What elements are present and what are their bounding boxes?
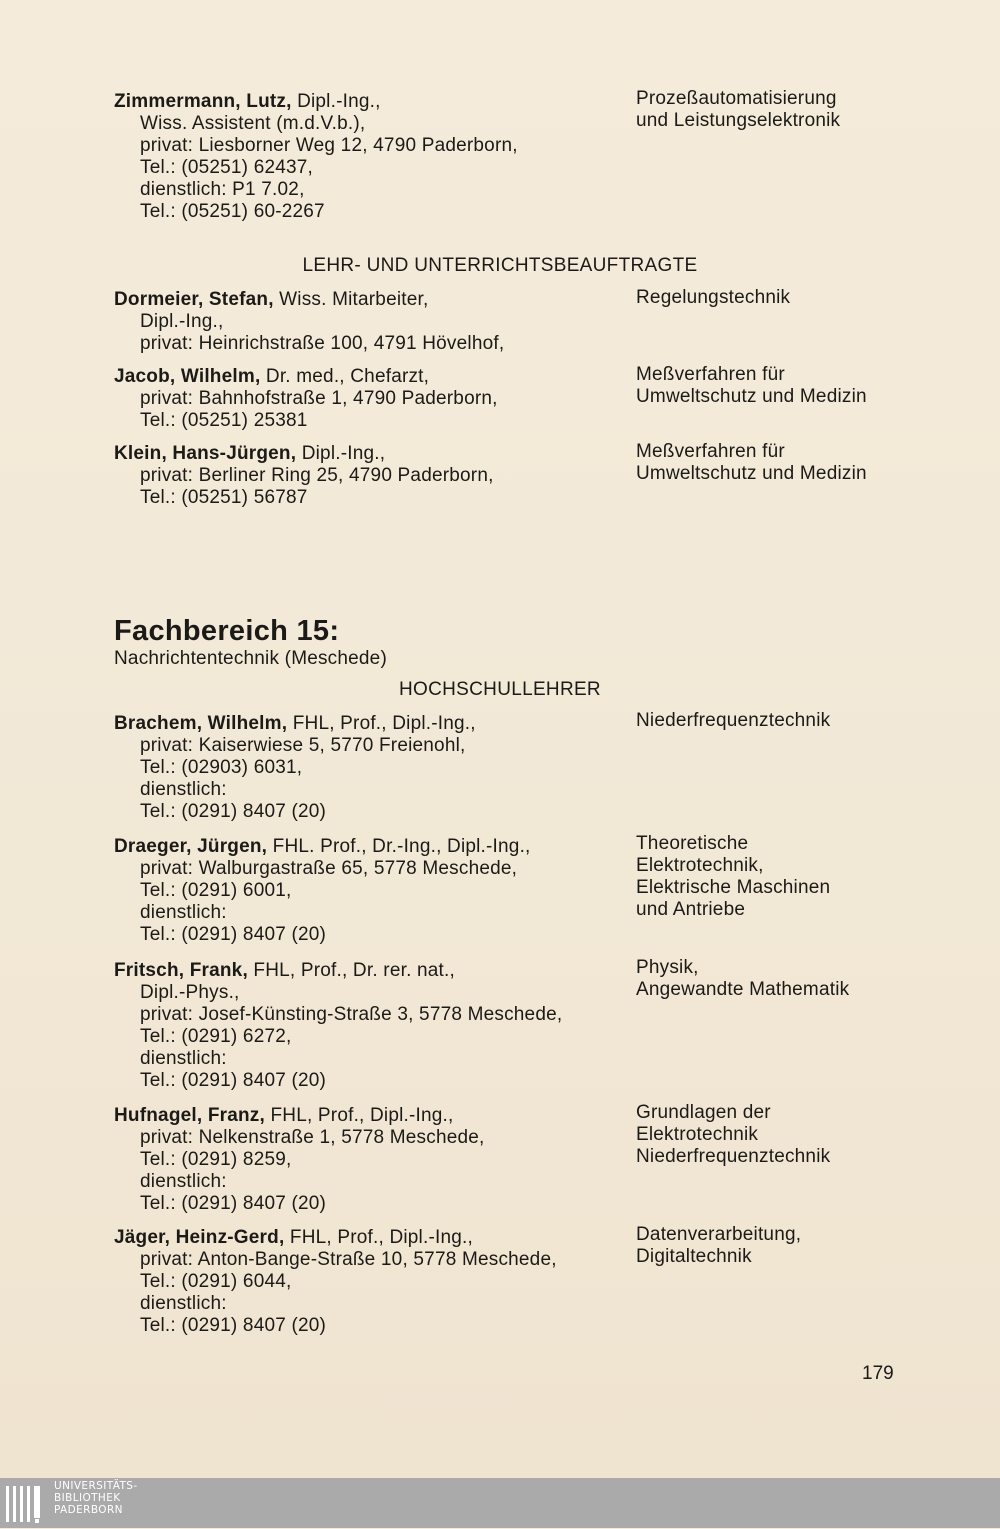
subject-area — [636, 364, 926, 408]
subject-line: Elektrotechnik, — [636, 855, 764, 876]
subject-line: Angewandte Mathematik — [636, 979, 850, 1000]
entry-line: dienstlich: — [140, 779, 227, 800]
subject-line: Physik, — [636, 957, 699, 978]
footer-bar — [0, 1478, 1000, 1528]
entry-line: Tel.: (0291) 8259, — [140, 1149, 292, 1170]
fachbereich-title: Fachbereich 15: — [114, 615, 340, 647]
person-title: FHL. Prof., Dr.-Ing., Dipl.-Ing., — [267, 836, 531, 857]
section-heading-hochschullehrer: HOCHSCHULLEHRER — [399, 679, 601, 700]
subject-area — [636, 441, 926, 485]
entry-line: privat: Liesborner Weg 12, 4790 Paderborn, — [140, 135, 518, 156]
subject-line: Meßverfahren für — [636, 364, 785, 385]
subject-area — [636, 1102, 926, 1168]
person-name: Zimmermann, Lutz, — [114, 91, 292, 112]
entry-line: dienstlich: P1 7.02, — [140, 179, 305, 200]
subject-line: Regelungstechnik — [636, 287, 791, 308]
entry-line: Tel.: (0291) 6044, — [140, 1271, 292, 1292]
entry-line: Tel.: (05251) 62437, — [140, 157, 314, 178]
entry-line: dienstlich: — [140, 1293, 227, 1314]
library-name-line: BIBLIOTHEK — [54, 1492, 121, 1504]
entry-line: Tel.: (0291) 8407 (20) — [140, 1070, 327, 1091]
person-title: Wiss. Mitarbeiter, — [273, 289, 429, 310]
person-title: FHL, Prof., Dipl.-Ing., — [284, 1227, 473, 1248]
entry-heading-line — [114, 366, 614, 388]
entry-line: privat: Bahnhofstraße 1, 4790 Paderborn, — [140, 388, 498, 409]
library-name-line: UNIVERSITÄTS- — [54, 1480, 138, 1492]
subject-area — [636, 833, 926, 921]
person-name: Dormeier, Stefan, — [114, 289, 274, 310]
entry-heading-line — [114, 1105, 614, 1127]
entry-heading-line — [114, 91, 614, 113]
entry-line: Dipl.-Ing., — [140, 311, 224, 332]
person-title: Dipl.-Ing., — [291, 91, 381, 112]
person-title: FHL, Prof., Dr. rer. nat., — [247, 960, 455, 981]
subject-line: Grundlagen der — [636, 1102, 771, 1123]
entry-line: privat: Anton-Bange-Straße 10, 5778 Meschede, — [140, 1249, 557, 1270]
subject-line: Umweltschutz und Medizin — [636, 386, 867, 407]
person-title: Dr. med., Chefarzt, — [260, 366, 430, 387]
library-logo-icon — [4, 1484, 48, 1524]
subject-area — [636, 1224, 926, 1268]
subject-area — [636, 88, 926, 132]
subject-line: Meßverfahren für — [636, 441, 785, 462]
person-name: Jacob, Wilhelm, — [114, 366, 261, 387]
subject-line: Datenverarbeitung, — [636, 1224, 802, 1245]
library-name — [54, 1480, 138, 1516]
subject-line: Niederfrequenztechnik — [636, 710, 831, 731]
entry-heading-line — [114, 836, 614, 858]
person-title: FHL, Prof., Dipl.-Ing., — [287, 713, 476, 734]
fachbereich-subtitle: Nachrichtentechnik (Meschede) — [114, 648, 387, 669]
subject-line: und Leistungselektronik — [636, 110, 841, 131]
subject-line: Niederfrequenztechnik — [636, 1146, 831, 1167]
subject-area — [636, 710, 926, 732]
entry-heading-line — [114, 443, 614, 465]
person-name: Hufnagel, Franz, — [114, 1105, 265, 1126]
entry-line: privat: Berliner Ring 25, 4790 Paderborn, — [140, 465, 494, 486]
entry-line: Tel.: (05251) 60-2267 — [140, 201, 325, 222]
person-name: Jäger, Heinz-Gerd, — [114, 1227, 285, 1248]
subject-line: Prozeßautomatisierung — [636, 88, 837, 109]
entry-line: dienstlich: — [140, 902, 227, 923]
library-name-line: PADERBORN — [54, 1504, 123, 1516]
entry-heading-line — [114, 960, 614, 982]
subject-line: Elektrische Maschinen — [636, 877, 831, 898]
entry-line: privat: Josef-Künsting-Straße 3, 5778 Meschede, — [140, 1004, 563, 1025]
page-number: 179 — [862, 1363, 894, 1384]
person-name: Klein, Hans-Jürgen, — [114, 443, 297, 464]
entry-line: Dipl.-Phys., — [140, 982, 240, 1003]
entry-line: privat: Heinrichstraße 100, 4791 Hövelhof, — [140, 333, 505, 354]
entry-line: privat: Nelkenstraße 1, 5778 Meschede, — [140, 1127, 485, 1148]
entry-line: Wiss. Assistent (m.d.V.b.), — [140, 113, 366, 134]
section-heading-lehrbeauftragte: LEHR- UND UNTERRICHTSBEAUFTRAGTE — [302, 255, 698, 276]
person-title: Dipl.-Ing., — [296, 443, 386, 464]
entry-line: Tel.: (05251) 56787 — [140, 487, 308, 508]
subject-line: Theoretische — [636, 833, 749, 854]
entry-line: Tel.: (05251) 25381 — [140, 410, 308, 431]
entry-line: privat: Kaiserwiese 5, 5770 Freienohl, — [140, 735, 466, 756]
entry-line: dienstlich: — [140, 1171, 227, 1192]
entry-line: Tel.: (0291) 8407 (20) — [140, 801, 327, 822]
person-name: Draeger, Jürgen, — [114, 836, 268, 857]
person-name: Fritsch, Frank, — [114, 960, 248, 981]
entry-line: Tel.: (0291) 8407 (20) — [140, 1315, 327, 1336]
entry-heading-line — [114, 289, 614, 311]
entry-line: Tel.: (0291) 6272, — [140, 1026, 292, 1047]
subject-line: und Antriebe — [636, 899, 746, 920]
entry-line: Tel.: (0291) 8407 (20) — [140, 1193, 327, 1214]
person-title: FHL, Prof., Dipl.-Ing., — [265, 1105, 454, 1126]
entry-line: privat: Walburgastraße 65, 5778 Meschede, — [140, 858, 518, 879]
subject-area — [636, 287, 926, 309]
subject-line: Digitaltechnik — [636, 1246, 752, 1267]
entry-line: dienstlich: — [140, 1048, 227, 1069]
subject-line: Elektrotechnik — [636, 1124, 759, 1145]
subject-area — [636, 957, 926, 1001]
entry-heading-line — [114, 713, 614, 735]
person-name: Brachem, Wilhelm, — [114, 713, 288, 734]
entry-heading-line — [114, 1227, 614, 1249]
entry-line: Tel.: (02903) 6031, — [140, 757, 303, 778]
subject-line: Umweltschutz und Medizin — [636, 463, 867, 484]
entry-line: Tel.: (0291) 6001, — [140, 880, 292, 901]
entry-line: Tel.: (0291) 8407 (20) — [140, 924, 327, 945]
